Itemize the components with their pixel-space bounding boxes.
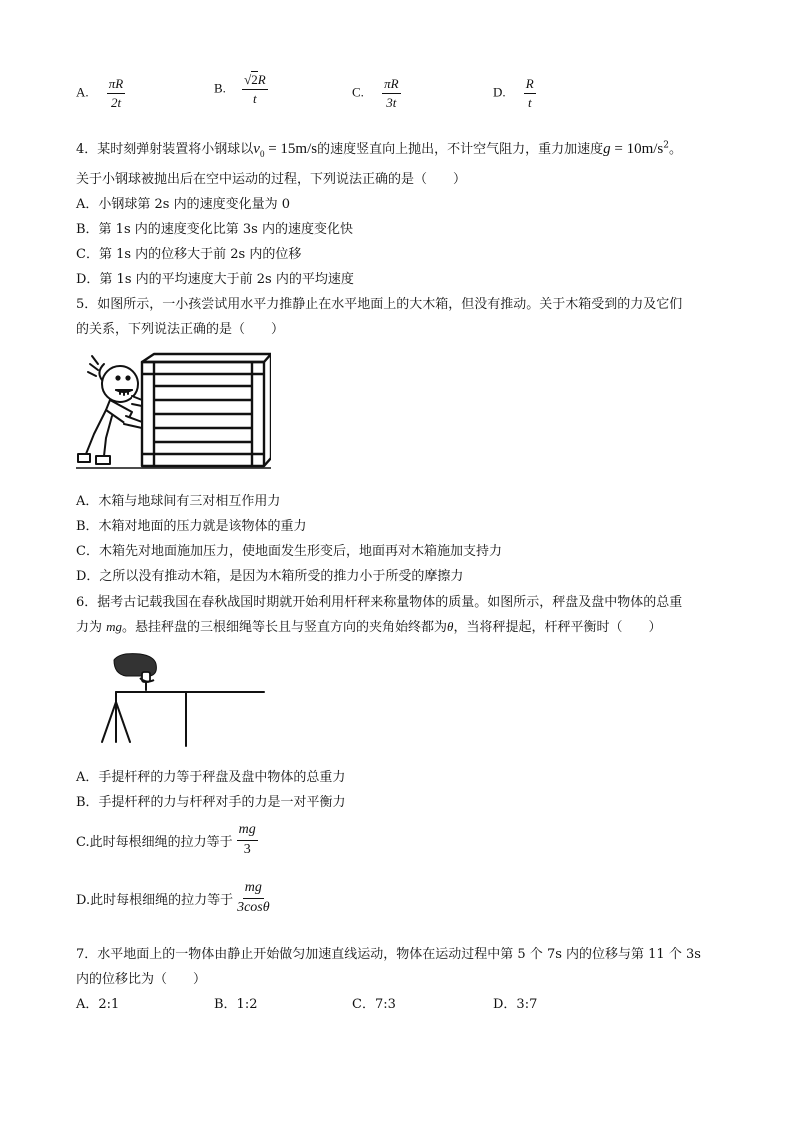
- q4-stem-line1: 4．某时刻弹射装置将小钢球以$v_0 = 15m/s$的速度竖直向上抛出，不计空气阻力，重力加速度$g = 10m/s^2$。: [76, 140, 682, 159]
- sqrt-symbol: √: [244, 72, 252, 87]
- q3-option-d: D. $\frac{R}{t}$: [493, 76, 534, 110]
- hand-icon: [114, 654, 156, 682]
- q7-option-c: C．7:3: [352, 997, 396, 1012]
- q7-option-b: B．1:2: [214, 997, 258, 1012]
- q6-option-d: D.此时每根细绳的拉力等于 $\frac{mg}{3\cos\theta}$: [76, 880, 270, 915]
- q7-option-a: A．2:1: [76, 997, 120, 1012]
- q7-stem-line2: 内的位移比为（ ）: [76, 972, 207, 987]
- q4-option-a: A．小钢球第 2s 内的速度变化量为 0: [76, 197, 290, 212]
- q6-option-c: C.此时每根细绳的拉力等于 $\frac{mg}{3}$: [76, 822, 256, 857]
- q4-option-b: B．第 1s 内的速度变化比第 3s 内的速度变化快: [76, 222, 353, 237]
- q6-option-c-fraction: $\frac{mg}{3}$: [238, 822, 256, 857]
- child-pushing-crate-figure: [76, 350, 271, 472]
- q5-option-d: D．之所以没有推动木箱，是因为木箱所受的推力小于所受的摩擦力: [76, 569, 464, 584]
- q3-option-a: A. $\frac{\pi R}{2t}$: [76, 76, 124, 110]
- q3-option-b-fraction: $\frac{√2R}{t}$: [244, 72, 266, 106]
- q3-option-c: C. $\frac{\pi R}{3t}$: [352, 76, 399, 110]
- child-icon: [78, 356, 142, 464]
- q3-option-d-fraction: $\frac{R}{t}$: [525, 76, 534, 110]
- q5-option-a: A．木箱与地球间有三对相互作用力: [76, 494, 281, 509]
- crate-icon: [142, 354, 271, 466]
- q4-option-d: D．第 1s 内的平均速度大于前 2s 内的平均速度: [76, 272, 354, 287]
- q5-stem-line2: 的关系，下列说法正确的是（ ）: [76, 322, 285, 337]
- q6-stem-line2: 力为 mg。悬挂秤盘的三根细绳等长且与竖直方向的夹角始终都为θ，当将秤提起，杆秤平衡时（ ）: [76, 619, 662, 635]
- q3-option-c-fraction: $\frac{\pi R}{3t}$: [384, 76, 399, 110]
- q4-option-c: C．第 1s 内的位移大于前 2s 内的位移: [76, 247, 302, 262]
- q6-option-a: A．手提杆秤的力等于秤盘及盘中物体的总重力: [76, 770, 346, 785]
- q5-option-c: C．木箱先对地面施加压力，使地面发生形变后，地面再对木箱施加支持力: [76, 544, 502, 559]
- q6-option-b: B．手提杆秤的力与杆秤对手的力是一对平衡力: [76, 795, 346, 810]
- q6-option-d-fraction: $\frac{mg}{3\cos\theta}$: [237, 880, 270, 915]
- q3-option-a-fraction: $\frac{\pi R}{2t}$: [108, 76, 124, 110]
- q7-stem-line1: 7．水平地面上的一物体由静止开始做匀加速直线运动，物体在运动过程中第 5 个 7s 内的位移与第 11 个 3s: [76, 947, 701, 962]
- q6-stem-line1: 6．据考古记载我国在春秋战国时期就开始利用杆秤来称量物体的质量。如图所示，秤盘及盘中物体的总重: [76, 595, 683, 610]
- q4-stem-line2: 关于小钢球被抛出后在空中运动的过程，下列说法正确的是（ ）: [76, 172, 467, 187]
- q5-option-b: B．木箱对地面的压力就是该物体的重力: [76, 519, 307, 534]
- q7-option-d: D．3:7: [493, 997, 538, 1012]
- q3-option-b: B. $\frac{√2R}{t}$: [214, 72, 266, 106]
- steelyard-beam-icon: [102, 682, 264, 746]
- q5-stem-line1: 5．如图所示，一小孩尝试用水平力推静止在水平地面上的大木箱，但没有推动。关于木箱受到的力及它们: [76, 297, 683, 312]
- steelyard-figure: [96, 648, 266, 748]
